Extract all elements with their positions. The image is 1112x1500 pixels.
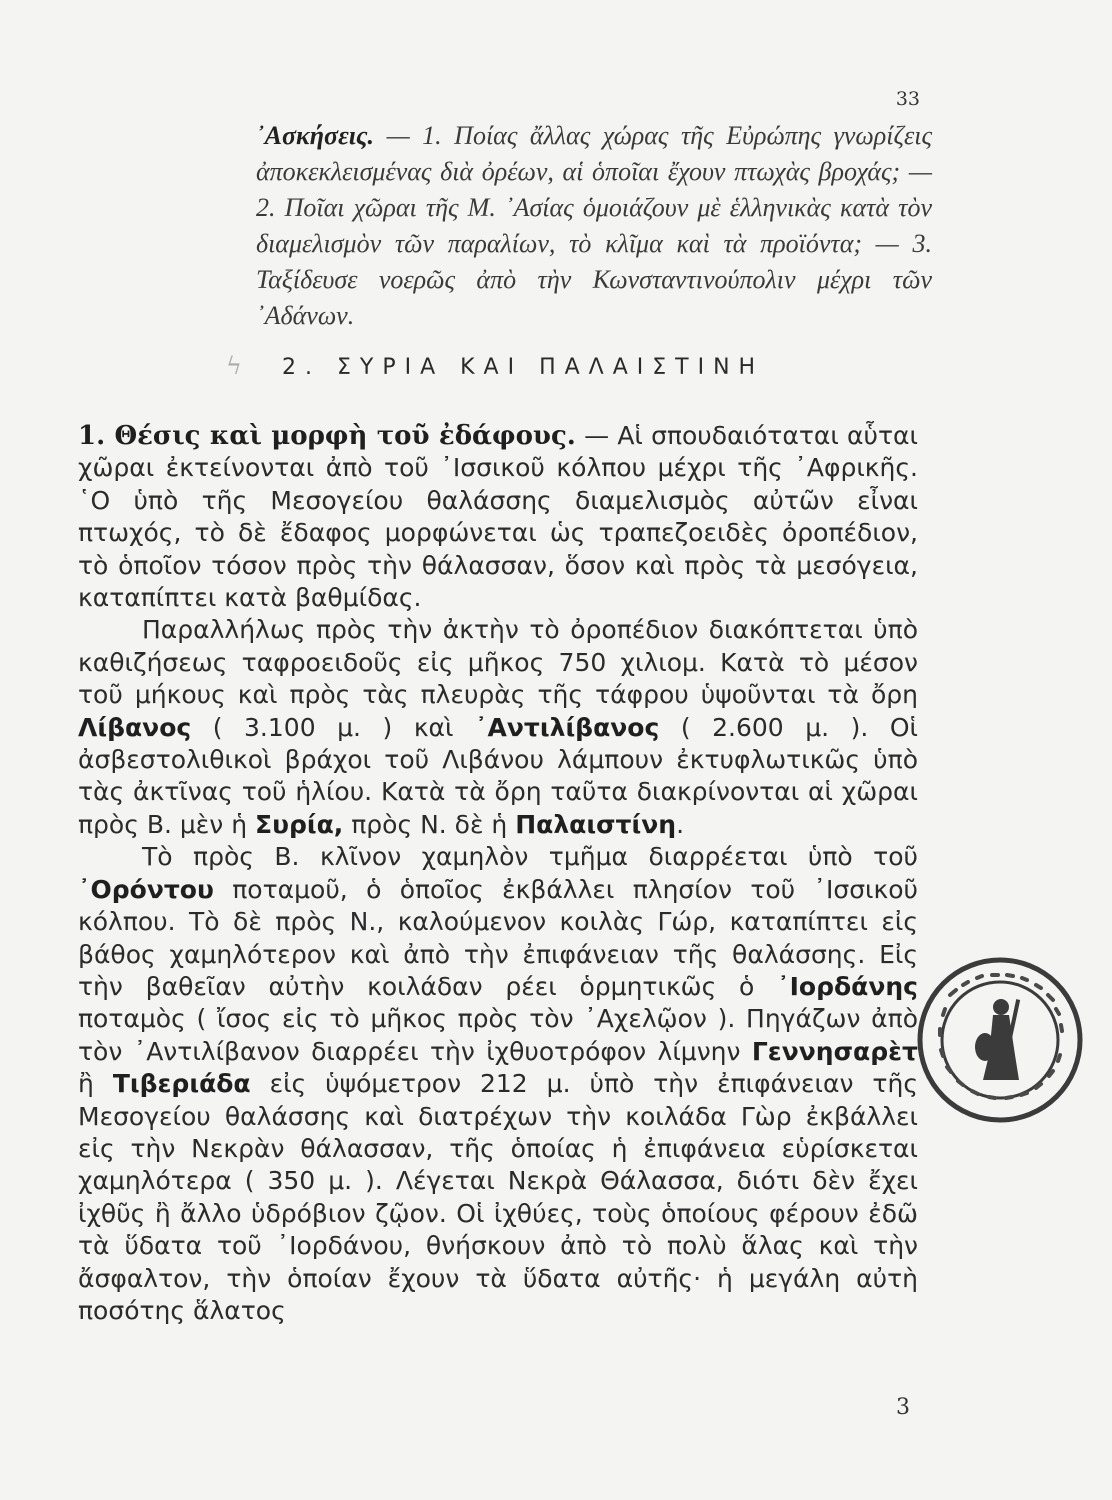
margin-mark: ϟ bbox=[226, 352, 242, 380]
paragraph-3-text: Τὸ πρὸς Β. κλῖνον χαμηλὸν τμῆμα διαρρέεται ὑπὸ τοῦ bbox=[142, 842, 918, 872]
term-syria: Συρία, bbox=[255, 809, 344, 839]
term-antilivanos: ᾿Αντιλίβανος bbox=[475, 712, 660, 742]
chapter-heading: 2. ΣΥΡΙΑ ΚΑΙ ΠΑΛΑΙΣΤΙΝΗ bbox=[282, 355, 765, 380]
footer-page-number: 3 bbox=[896, 1395, 910, 1420]
paragraph-3-text: ποταμοῦ, ὁ ὁποῖος ἐκβάλλει πλησίον τοῦ ᾿Ισσικοῦ κόλπου. Τὸ δὲ πρὸς Ν., καλούμενον κοιλὰς Γώρ, καταπίπτει εἰς βάθος χαμηλότερον καὶ ἀπὸ τὴν ἐπιφάνειαν τῆς θαλάσσης. Εἰς τὴν βαθεῖαν αὐτὴν κοιλάδαν ρέει ὁρμητικῶς ὁ bbox=[78, 874, 918, 1001]
term-iordanis: ᾿Ιορδάνης bbox=[777, 971, 918, 1001]
exercises-lead: ᾿Ασκήσεις. bbox=[256, 121, 375, 150]
paragraph-1 bbox=[78, 420, 918, 614]
paragraph-2-text: . bbox=[676, 809, 685, 839]
body-text bbox=[78, 420, 918, 1327]
paragraph-3-text: ποταμὸς ( ἴσος εἰς τὸ μῆκος πρὸς τὸν ᾿Αχελῷον ). Πηγάζων ἀπὸ τὸν ᾿Αντιλίβανον διαρρέει τὴν ἰχθυοτρόφον λίμνην bbox=[78, 1004, 918, 1066]
exercises-block bbox=[256, 118, 932, 334]
term-orontes: ᾿Ορόντου bbox=[78, 874, 214, 904]
paragraph-3-text: εἰς ὑψόμετρον 212 μ. ὑπὸ τὴν ἐπιφάνειαν τῆς Μεσογείου θαλάσσης καὶ διατρέχων τὴν κοιλάδα Γὼρ ἐκβάλλει εἰς τὴν Νεκρὰν θάλασσαν, τῆς ὁποίας ἡ ἐπιφάνεια εὑρίσκεται χαμηλότερα ( 350 μ. ). Λέγεται Νεκρὰ Θάλασσα, διότι δὲν ἔχει ἰχθῦς ἢ ἄλλο ὑδρόβιον ζῷον. Οἱ ἰχθύες, τοὺς ὁποίους φέρουν ἐδῶ τὰ ὕδατα τοῦ ᾿Ιορδάνου, θνήσκουν ἀπὸ τὸ πολὺ ἅλας καὶ τὴν ἄσφαλτον, τὴν ὁποίαν ἔχουν τὰ ὕδατα αὐτῆς· ἡ μεγάλη αὐτὴ ποσότης ἅλατος bbox=[78, 1069, 918, 1325]
page-number: 33 bbox=[895, 88, 920, 110]
term-palaistini: Παλαιστίνη bbox=[515, 809, 677, 839]
paragraph-2-text: ( 2.600 μ. ). Οἱ ἀσβεστολιθικοὶ βράχοι τοῦ Λιβάνου λάμπουν ἐκτυφλωτικῶς ὑπὸ τὰς ἀκτῖνας τοῦ ἡλίου. Κατὰ τὰ ὄρη ταῦτα διακρίνονται αἱ χῶραι πρὸς Β. μὲν ἡ bbox=[78, 712, 918, 839]
library-stamp-icon bbox=[915, 955, 1085, 1125]
term-livanos: Λίβανος bbox=[78, 712, 192, 742]
paragraph-2-text: πρὸς Ν. δὲ ἡ bbox=[351, 809, 508, 839]
paragraph-2 bbox=[78, 614, 918, 841]
paragraph-3 bbox=[78, 841, 918, 1327]
paragraph-2-text: ( 3.100 μ. ) καὶ bbox=[212, 712, 454, 742]
term-tiveriada: Τιβεριάδα bbox=[112, 1069, 251, 1099]
paragraph-1-text: — Αἱ σπουδαιόταται αὗται χῶραι ἐκτείνονται ἀπὸ τοῦ ᾿Ισσικοῦ κόλπου μέχρι τῆς ᾿Αφρικῆς. ῾Ο ὑπὸ τῆς Μεσογείου θαλάσσης διαμελισμὸς αὐτῶν εἶναι πτωχός, τὸ δὲ ἔδαφος μορφώνεται ὡς τραπεζοειδὲς ὀροπέδιον, τὸ ὁποῖον τόσον πρὸς τὴν θάλασσαν, ὅσον καὶ πρὸς τὰ μεσόγεια, καταπίπτει κατὰ βαθμίδας. bbox=[78, 421, 918, 613]
paragraph-3-text: ἢ bbox=[78, 1069, 94, 1099]
term-gennisaret: Γεννησαρὲτ bbox=[751, 1036, 918, 1066]
stamp-figure-icon bbox=[975, 999, 1020, 1080]
section-title: 1. Θέσις καὶ μορφὴ τοῦ ἐδάφους. bbox=[78, 421, 576, 451]
paragraph-2-text: Παραλλήλως πρὸς τὴν ἀκτὴν τὸ ὀροπέδιον διακόπτεται ὑπὸ καθιζήσεως ταφροειδοῦς εἰς μῆκος 750 χιλιομ. Κατὰ τὸ μέσον τοῦ μήκους καὶ πρὸς τὰς πλευρὰς τῆς τάφρου ὑψοῦνται τὰ ὄρη bbox=[78, 615, 918, 710]
exercises-text: — 1. Ποίας ἄλλας χώρας τῆς Εὐρώπης γνωρίζεις ἀποκεκλεισμένας διὰ ὀρέων, αἱ ὁποῖαι ἔχουν πτωχὰς βροχάς; — 2. Ποῖαι χῶραι τῆς Μ. ᾿Ασίας ὁμοιάζουν μὲ ἑλληνικὰς κατὰ τὸν διαμελισμὸν τῶν παραλίων, τὸ κλῖμα καὶ τὰ προϊόντα; — 3. Ταξίδευσε νοερῶς ἀπὸ τὴν Κωνσταντινούπολιν μέχρι τῶν ᾿Αδάνων. bbox=[256, 121, 932, 330]
